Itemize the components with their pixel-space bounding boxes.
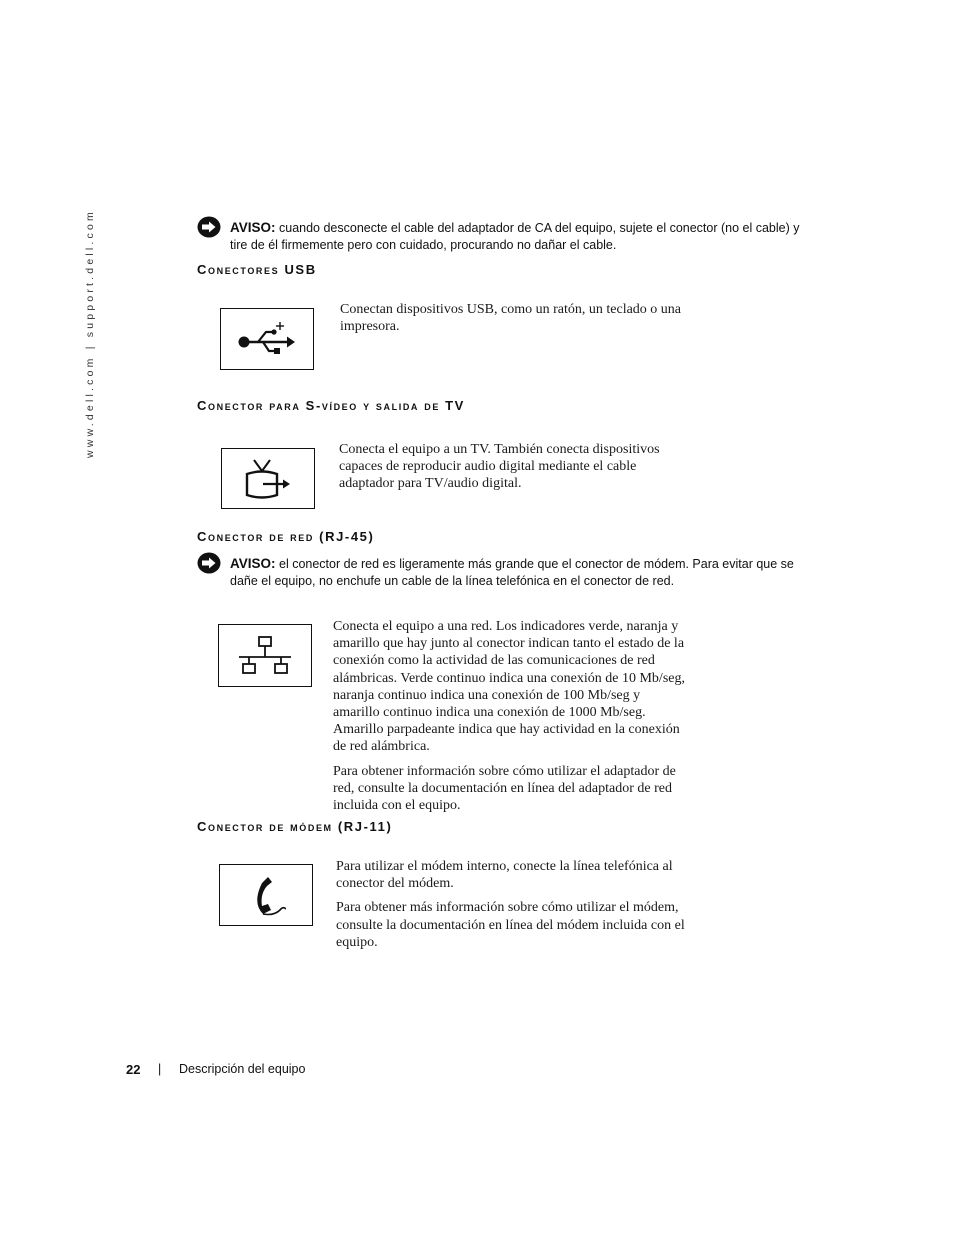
svideo-paragraph-1: Conecta el equipo a un TV. También conecta dispositivos capaces de reproducir audio digital mediante el cable adaptador para TV/audio digital. [339, 442, 660, 492]
sidebar-url: www.dell.com | support.dell.com [84, 209, 96, 458]
tv-out-icon [243, 457, 293, 501]
heading-network: Conector de red (RJ-45) [197, 529, 375, 544]
page-number: 22 [126, 1062, 141, 1077]
svideo-description [339, 441, 684, 500]
network-connector-box [218, 624, 312, 687]
notice-arrow-icon [197, 552, 221, 574]
notice-network [230, 555, 810, 590]
usb-connector-box [220, 308, 314, 370]
notice-text: el conector de red es ligeramente más grande que el conector de módem. Para evitar que se dañe el equipo, no enchufe un cable de la línea telefónica en el conector de red. [230, 557, 794, 588]
notice-text: cuando desconecte el cable del adaptador de CA del equipo, sujete el conector (no el cable) y tire de él firmemente pero con cuidado, procurando no dañar el cable. [230, 221, 800, 252]
heading-svideo: Conector para S-vídeo y salida de TV [197, 398, 465, 413]
network-icon [235, 633, 295, 679]
notice-arrow-icon [197, 216, 221, 238]
footer-section-title: Descripción del equipo [179, 1062, 306, 1076]
phone-icon [246, 873, 286, 917]
svideo-connector-box [221, 448, 315, 509]
notice-ac-adapter [230, 219, 820, 254]
modem-paragraph-2: Para obtener más información sobre cómo utilizar el módem, consulte la documentación en línea del módem incluida con el equipo. [336, 900, 685, 950]
modem-connector-box [219, 864, 313, 926]
usb-description [340, 301, 685, 342]
notice-label: AVISO: [230, 220, 276, 235]
modem-paragraph-1: Para utilizar el módem interno, conecte la línea telefónica al conector del módem. [336, 859, 673, 892]
notice-label: AVISO: [230, 556, 276, 571]
usb-paragraph-1: Conectan dispositivos USB, como un ratón, un teclado o una impresora. [340, 302, 682, 335]
footer-separator: | [158, 1062, 162, 1076]
heading-usb: Conectores USB [197, 262, 317, 277]
network-paragraph-1: Conecta el equipo a una red. Los indicadores verde, naranja y amarillo que hay junto al conector indican tanto el estado de la conexión como la actividad de las comunicaciones de red alámbricas. Verde continuo indica una conexión de 10 Mb/seg, naranja continuo indica una conexión de 100 Mb/seg y amarillo continuo indica una conexión de 1000 Mb/seg. Amarillo parpadeante indica que hay actividad en la conexión de red alámbrica. [333, 619, 685, 755]
network-description [333, 618, 685, 821]
heading-modem: Conector de módem (RJ-11) [197, 819, 393, 834]
usb-icon [236, 322, 298, 356]
modem-description [336, 858, 688, 958]
network-paragraph-2: Para obtener información sobre cómo utilizar el adaptador de red, consulte la documentación en línea del adaptador de red incluida con el equipo. [333, 763, 676, 814]
